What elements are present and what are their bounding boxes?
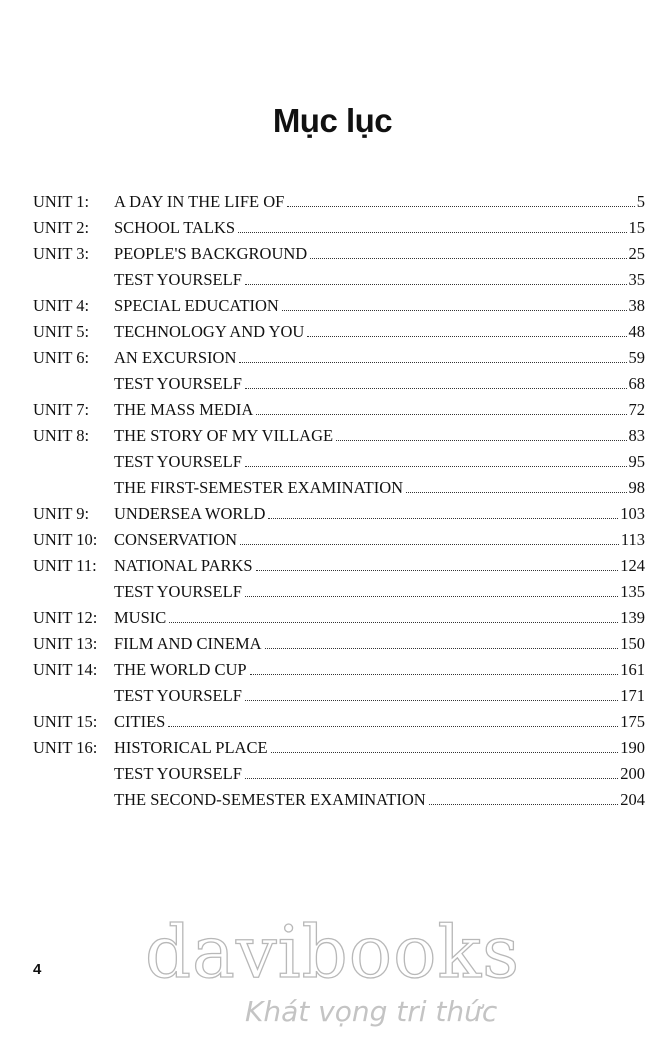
toc-row (33, 784, 645, 810)
entry-title: THE FIRST-SEMESTER EXAMINATION (114, 478, 404, 497)
dot-leader (256, 414, 626, 415)
entry-title: FILM AND CINEMA (114, 634, 262, 653)
entry-title: THE MASS MEDIA (114, 400, 254, 419)
page-number: 175 (620, 712, 645, 731)
toc-row (33, 472, 645, 498)
entry-title: TEST YOURSELF (114, 270, 242, 289)
entry-title: TEST YOURSELF (114, 452, 242, 471)
dot-leader (307, 336, 626, 337)
dot-leader (240, 544, 619, 545)
unit-label: UNIT 1: (33, 192, 90, 211)
toc-row (33, 758, 645, 784)
page-number: 171 (620, 686, 645, 705)
unit-label: UNIT 13: (33, 634, 98, 653)
dot-leader (265, 648, 619, 649)
unit-label: UNIT 11: (33, 556, 97, 575)
unit-label: UNIT 15: (33, 712, 98, 731)
toc-row (33, 238, 645, 264)
toc-row (33, 680, 645, 706)
page-number: 95 (628, 452, 645, 471)
footer-page-number: 4 (33, 961, 42, 978)
entry-title: TECHNOLOGY AND YOU (114, 322, 305, 341)
dot-leader (429, 804, 619, 805)
page-number: 103 (620, 504, 645, 523)
unit-label: UNIT 10: (33, 530, 98, 549)
entry-title: A DAY IN THE LIFE OF (114, 192, 285, 211)
entry-title: HISTORICAL PLACE (114, 738, 268, 757)
dot-leader (169, 622, 618, 623)
dot-leader (168, 726, 618, 727)
entry-title: PEOPLE'S BACKGROUND (114, 244, 308, 263)
dot-leader (250, 674, 619, 675)
toc-row (33, 342, 645, 368)
toc-row (33, 524, 645, 550)
unit-label: UNIT 8: (33, 426, 90, 445)
toc-row (33, 368, 645, 394)
toc-row (33, 420, 645, 446)
unit-label: UNIT 5: (33, 322, 90, 341)
unit-label: UNIT 12: (33, 608, 98, 627)
page-number: 38 (628, 296, 645, 315)
toc-row (33, 212, 645, 238)
toc-row (33, 550, 645, 576)
toc-row (33, 706, 645, 732)
entry-title: UNDERSEA WORLD (114, 504, 266, 523)
toc-row (33, 498, 645, 524)
unit-label: UNIT 2: (33, 218, 90, 237)
dot-leader (245, 388, 627, 389)
dot-leader (336, 440, 626, 441)
toc-row (33, 628, 645, 654)
unit-label: UNIT 16: (33, 738, 98, 757)
dot-leader (268, 518, 618, 519)
toc-row (33, 394, 645, 420)
dot-leader (406, 492, 626, 493)
toc-row (33, 290, 645, 316)
toc-row (33, 446, 645, 472)
table-of-contents (33, 186, 645, 810)
unit-label: UNIT 14: (33, 660, 98, 679)
page-number: 35 (628, 270, 645, 289)
dot-leader (245, 466, 627, 467)
unit-label: UNIT 3: (33, 244, 90, 263)
entry-title: CONSERVATION (114, 530, 238, 549)
watermark-brand: davibooks (144, 910, 521, 994)
entry-title: SCHOOL TALKS (114, 218, 236, 237)
dot-leader (282, 310, 627, 311)
dot-leader (245, 596, 618, 597)
page-number: 135 (620, 582, 645, 601)
toc-row (33, 576, 645, 602)
unit-label: UNIT 9: (33, 504, 90, 523)
page-number: 68 (628, 374, 645, 393)
dot-leader (256, 570, 619, 571)
toc-row (33, 602, 645, 628)
toc-row (33, 654, 645, 680)
page-number: 15 (628, 218, 645, 237)
unit-label: UNIT 7: (33, 400, 90, 419)
dot-leader (245, 700, 618, 701)
entry-title: SPECIAL EDUCATION (114, 296, 279, 315)
page-number: 59 (628, 348, 645, 367)
watermark-tagline: Khát vọng tri thức (245, 995, 498, 1028)
entry-title: NATIONAL PARKS (114, 556, 253, 575)
toc-row (33, 264, 645, 290)
entry-title: THE SECOND-SEMESTER EXAMINATION (114, 790, 426, 809)
page-number: 48 (628, 322, 645, 341)
entry-title: TEST YOURSELF (114, 686, 242, 705)
toc-row (33, 316, 645, 342)
dot-leader (310, 258, 626, 259)
page-number: 98 (628, 478, 645, 497)
page-number: 190 (620, 738, 645, 757)
page-number: 139 (620, 608, 645, 627)
unit-label: UNIT 6: (33, 348, 90, 367)
page-number: 124 (620, 556, 645, 575)
page-title: Mục lục (272, 102, 393, 140)
page-number: 200 (620, 764, 645, 783)
entry-title: AN EXCURSION (114, 348, 237, 367)
dot-leader (238, 232, 626, 233)
page-number: 161 (620, 660, 645, 679)
entry-title: CITIES (114, 712, 166, 731)
page-number: 150 (620, 634, 645, 653)
dot-leader (245, 778, 618, 779)
unit-label: UNIT 4: (33, 296, 90, 315)
page-number: 72 (628, 400, 645, 419)
entry-title: TEST YOURSELF (114, 764, 242, 783)
entry-title: THE STORY OF MY VILLAGE (114, 426, 334, 445)
page-number: 5 (636, 192, 645, 211)
dot-leader (245, 284, 627, 285)
toc-row (33, 186, 645, 212)
dot-leader (271, 752, 619, 753)
page-number: 204 (620, 790, 645, 809)
toc-row (33, 732, 645, 758)
entry-title: MUSIC (114, 608, 167, 627)
entry-title: THE WORLD CUP (114, 660, 247, 679)
page-number: 25 (628, 244, 645, 263)
dot-leader (287, 206, 634, 207)
entry-title: TEST YOURSELF (114, 582, 242, 601)
entry-title: TEST YOURSELF (114, 374, 242, 393)
dot-leader (239, 362, 626, 363)
page-number: 113 (620, 530, 645, 549)
page-number: 83 (628, 426, 645, 445)
